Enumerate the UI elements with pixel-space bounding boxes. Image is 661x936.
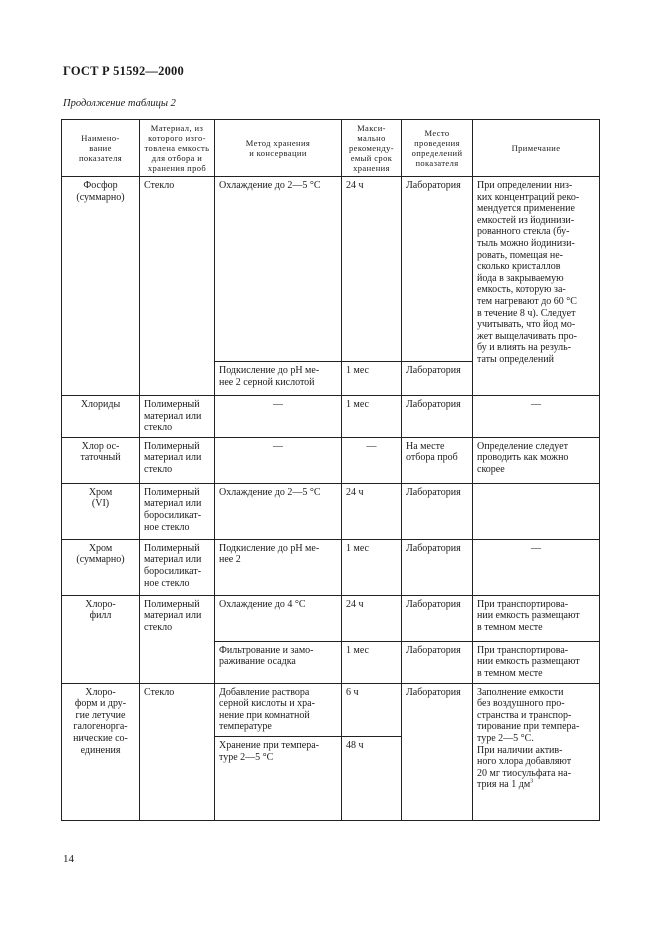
place-cell: Лаборатория <box>402 641 473 683</box>
note-text: Заполнение емкости без воздушного про- странства и транспор- тирование при темпера- туре 2—5 °С. При наличии актив- ного хлора добавляют 20 мг тиосульфата на- трия на 1 дм <box>477 686 580 791</box>
place-cell: Лаборатория <box>402 177 473 362</box>
column-header-material: Материал, из которого изго- товлена емкость для отбора и хранения проб <box>140 120 215 177</box>
place-cell: Лаборатория <box>402 362 473 396</box>
table-row <box>62 595 600 641</box>
term-cell: 24 ч <box>342 595 402 641</box>
column-header-method: Метод хранения и консервации <box>215 120 342 177</box>
column-header-max-term: Макси- мально рекоменду- емый срок хранения <box>342 120 402 177</box>
table-header-row <box>62 120 600 177</box>
material-cell: Стекло <box>140 683 215 820</box>
note-cell <box>473 683 600 820</box>
place-cell: Лаборатория <box>402 396 473 438</box>
place-cell: Лаборатория <box>402 683 473 820</box>
indicator-name-cell: Хлоро- форм и дру- гие летучие галогенорга- нические со- единения <box>62 683 140 820</box>
term-cell: 24 ч <box>342 177 402 362</box>
table-row <box>62 683 600 736</box>
material-cell: Стекло <box>140 177 215 396</box>
place-cell: Лаборатория <box>402 483 473 539</box>
material-cell: Полимерный материал или стекло <box>140 437 215 483</box>
material-cell: Полимерный материал или боросиликат- ное стекло <box>140 539 215 595</box>
term-cell: 24 ч <box>342 483 402 539</box>
column-header-note: Примечание <box>473 120 600 177</box>
term-cell: 1 мес <box>342 539 402 595</box>
method-cell: Охлаждение до 2—5 °С <box>215 177 342 362</box>
place-cell: На месте отбора проб <box>402 437 473 483</box>
cubic-unit-superscript: 3 <box>530 778 534 785</box>
column-header-indicator: Наимено- вание показателя <box>62 120 140 177</box>
material-cell: Полимерный материал или стекло <box>140 396 215 438</box>
material-cell: Полимерный материал или стекло <box>140 595 215 683</box>
method-cell: Охлаждение до 2—5 °С <box>215 483 342 539</box>
column-header-place: Место проведения определений показателя <box>402 120 473 177</box>
term-cell: 6 ч <box>342 683 402 736</box>
term-cell: 1 мес <box>342 641 402 683</box>
indicator-name-cell: Хлоро- филл <box>62 595 140 683</box>
table-row <box>62 437 600 483</box>
place-cell: Лаборатория <box>402 539 473 595</box>
table-row <box>62 483 600 539</box>
material-cell: Полимерный материал или боросиликат- ное стекло <box>140 483 215 539</box>
method-cell: — <box>215 396 342 438</box>
storage-conditions-table <box>61 119 600 821</box>
table-row <box>62 177 600 362</box>
method-cell: Подкисление до pH ме- нее 2 <box>215 539 342 595</box>
method-cell: Добавление раствора серной кислоты и хра- нение при комнатной температуре <box>215 683 342 736</box>
table-row <box>62 396 600 438</box>
indicator-name-cell: Хром (суммарно) <box>62 539 140 595</box>
note-cell: — <box>473 396 600 438</box>
term-cell: 1 мес <box>342 362 402 396</box>
term-cell: — <box>342 437 402 483</box>
method-cell: Хранение при темпера- туре 2—5 °С <box>215 736 342 820</box>
method-cell: Охлаждение до 4 °С <box>215 595 342 641</box>
term-cell: 48 ч <box>342 736 402 820</box>
indicator-name-cell: Фосфор (суммарно) <box>62 177 140 396</box>
indicator-name-cell: Хлор ос- таточный <box>62 437 140 483</box>
note-cell: При определении низ- ких концентраций реко- мендуется применение емкостей из йодинизи- рованного стекла (бу- тыль можно йодинизи- ровать, помещая не- сколько кристаллов йода в закрываемую емкость, которую за- тем нагревают до 60 °С в течение 8 ч). Следует учитывать, что йод мо- жет выщелачивать про- бу и влиять на резуль- таты определений <box>473 177 600 396</box>
table-row <box>62 539 600 595</box>
table-continuation-caption: Продолжение таблицы 2 <box>63 98 176 109</box>
indicator-name-cell: Хлориды <box>62 396 140 438</box>
page-number: 14 <box>63 853 74 865</box>
note-cell: — <box>473 539 600 595</box>
indicator-name-cell: Хром (VI) <box>62 483 140 539</box>
method-cell: Подкисление до pH ме- нее 2 серной кислотой <box>215 362 342 396</box>
place-cell: Лаборатория <box>402 595 473 641</box>
note-cell: Определение следует проводить как можно скорее <box>473 437 600 483</box>
method-cell: Фильтрование и замо- раживание осадка <box>215 641 342 683</box>
note-cell <box>473 483 600 539</box>
method-cell: — <box>215 437 342 483</box>
term-cell: 1 мес <box>342 396 402 438</box>
note-cell: При транспортирова- нии емкость размещают в темном месте <box>473 595 600 641</box>
note-cell: При транспортирова- нии емкость размещают в темном месте <box>473 641 600 683</box>
document-code: ГОСТ Р 51592—2000 <box>63 64 184 78</box>
